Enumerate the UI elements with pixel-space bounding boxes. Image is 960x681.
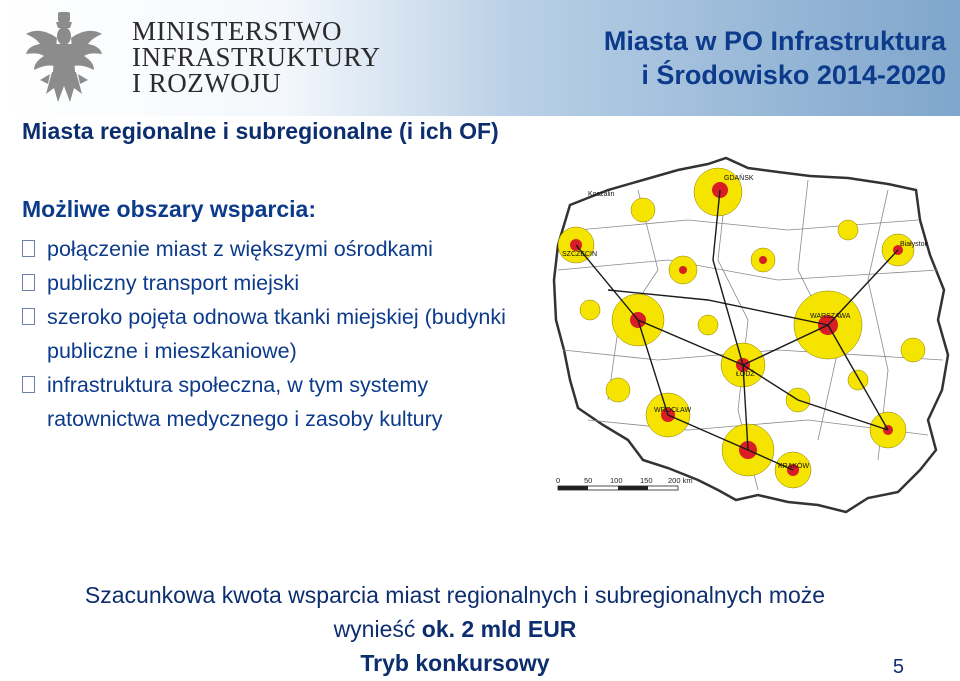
scale-label: 150 (640, 476, 653, 485)
support-areas-list (22, 232, 542, 436)
map-scale-bar (556, 476, 693, 490)
section-title: Miasta regionalne i subregionalne (i ich OF) (22, 118, 499, 144)
bullet-box-icon (22, 308, 35, 325)
map-label-koszalin: Koszalin (588, 191, 615, 198)
list-item (22, 368, 542, 436)
list-item-text: szeroko pojęta odnowa tkanki miejskiej (budynki publiczne i mieszkaniowe) (47, 305, 506, 363)
header (0, 0, 960, 116)
list-item (22, 300, 542, 368)
scale-label: 0 (556, 476, 561, 485)
bullet-box-icon (22, 240, 35, 257)
list-item-text: połączenie miast z większymi ośrodkami (47, 237, 433, 261)
scale-label: 100 (610, 476, 623, 485)
map-label-lodz: ŁÓDŹ (736, 371, 755, 378)
eagle-emblem-icon (22, 8, 106, 108)
program-title (604, 24, 946, 92)
support-amount-line (0, 616, 910, 643)
support-amount-prefix: wynieść (333, 616, 416, 642)
map-label-gdansk: GDAŃSK (724, 175, 754, 182)
support-areas-heading: Możliwe obszary wsparcia: (22, 196, 316, 222)
bullet-box-icon (22, 376, 35, 393)
poland-urban-areas-map (548, 150, 958, 538)
list-item (22, 232, 542, 266)
ministry-logo-text (132, 18, 381, 96)
program-title-line-2: i Środowisko 2014-2020 (641, 60, 946, 90)
program-title-line-1: Miasta w PO Infrastruktura (603, 26, 946, 56)
ministry-line-2: INFRASTRUKTURY (132, 42, 381, 72)
ministry-line-1: MINISTERSTWO (132, 16, 342, 46)
map-label-bialystok: Białystok (900, 241, 929, 248)
support-amount-value: ok. 2 mld EUR (421, 616, 577, 642)
page-number: 5 (892, 656, 904, 678)
scale-label: 50 (584, 476, 593, 485)
map-label-wroclaw: WROCŁAW (654, 407, 692, 414)
support-amount-sentence: Szacunkowa kwota wsparcia miast regionalnych i subregionalnych może (84, 582, 826, 608)
map-label-krakow: KRAKÓW (778, 463, 810, 470)
map-label-warszawa: WARSZAWA (810, 313, 851, 320)
list-item-text: infrastruktura społeczna, w tym systemy ratownictwa medycznego i zasoby kultury (47, 373, 443, 431)
ministry-line-3: I ROZWOJU (132, 68, 282, 98)
map-label-szczecin: SZCZECIN (562, 251, 597, 258)
bullet-box-icon (22, 274, 35, 291)
list-item-text: publiczny transport miejski (47, 271, 300, 295)
competition-mode-label: Tryb konkursowy (360, 650, 550, 676)
scale-label: 200 km (668, 476, 693, 485)
list-item (22, 266, 542, 300)
